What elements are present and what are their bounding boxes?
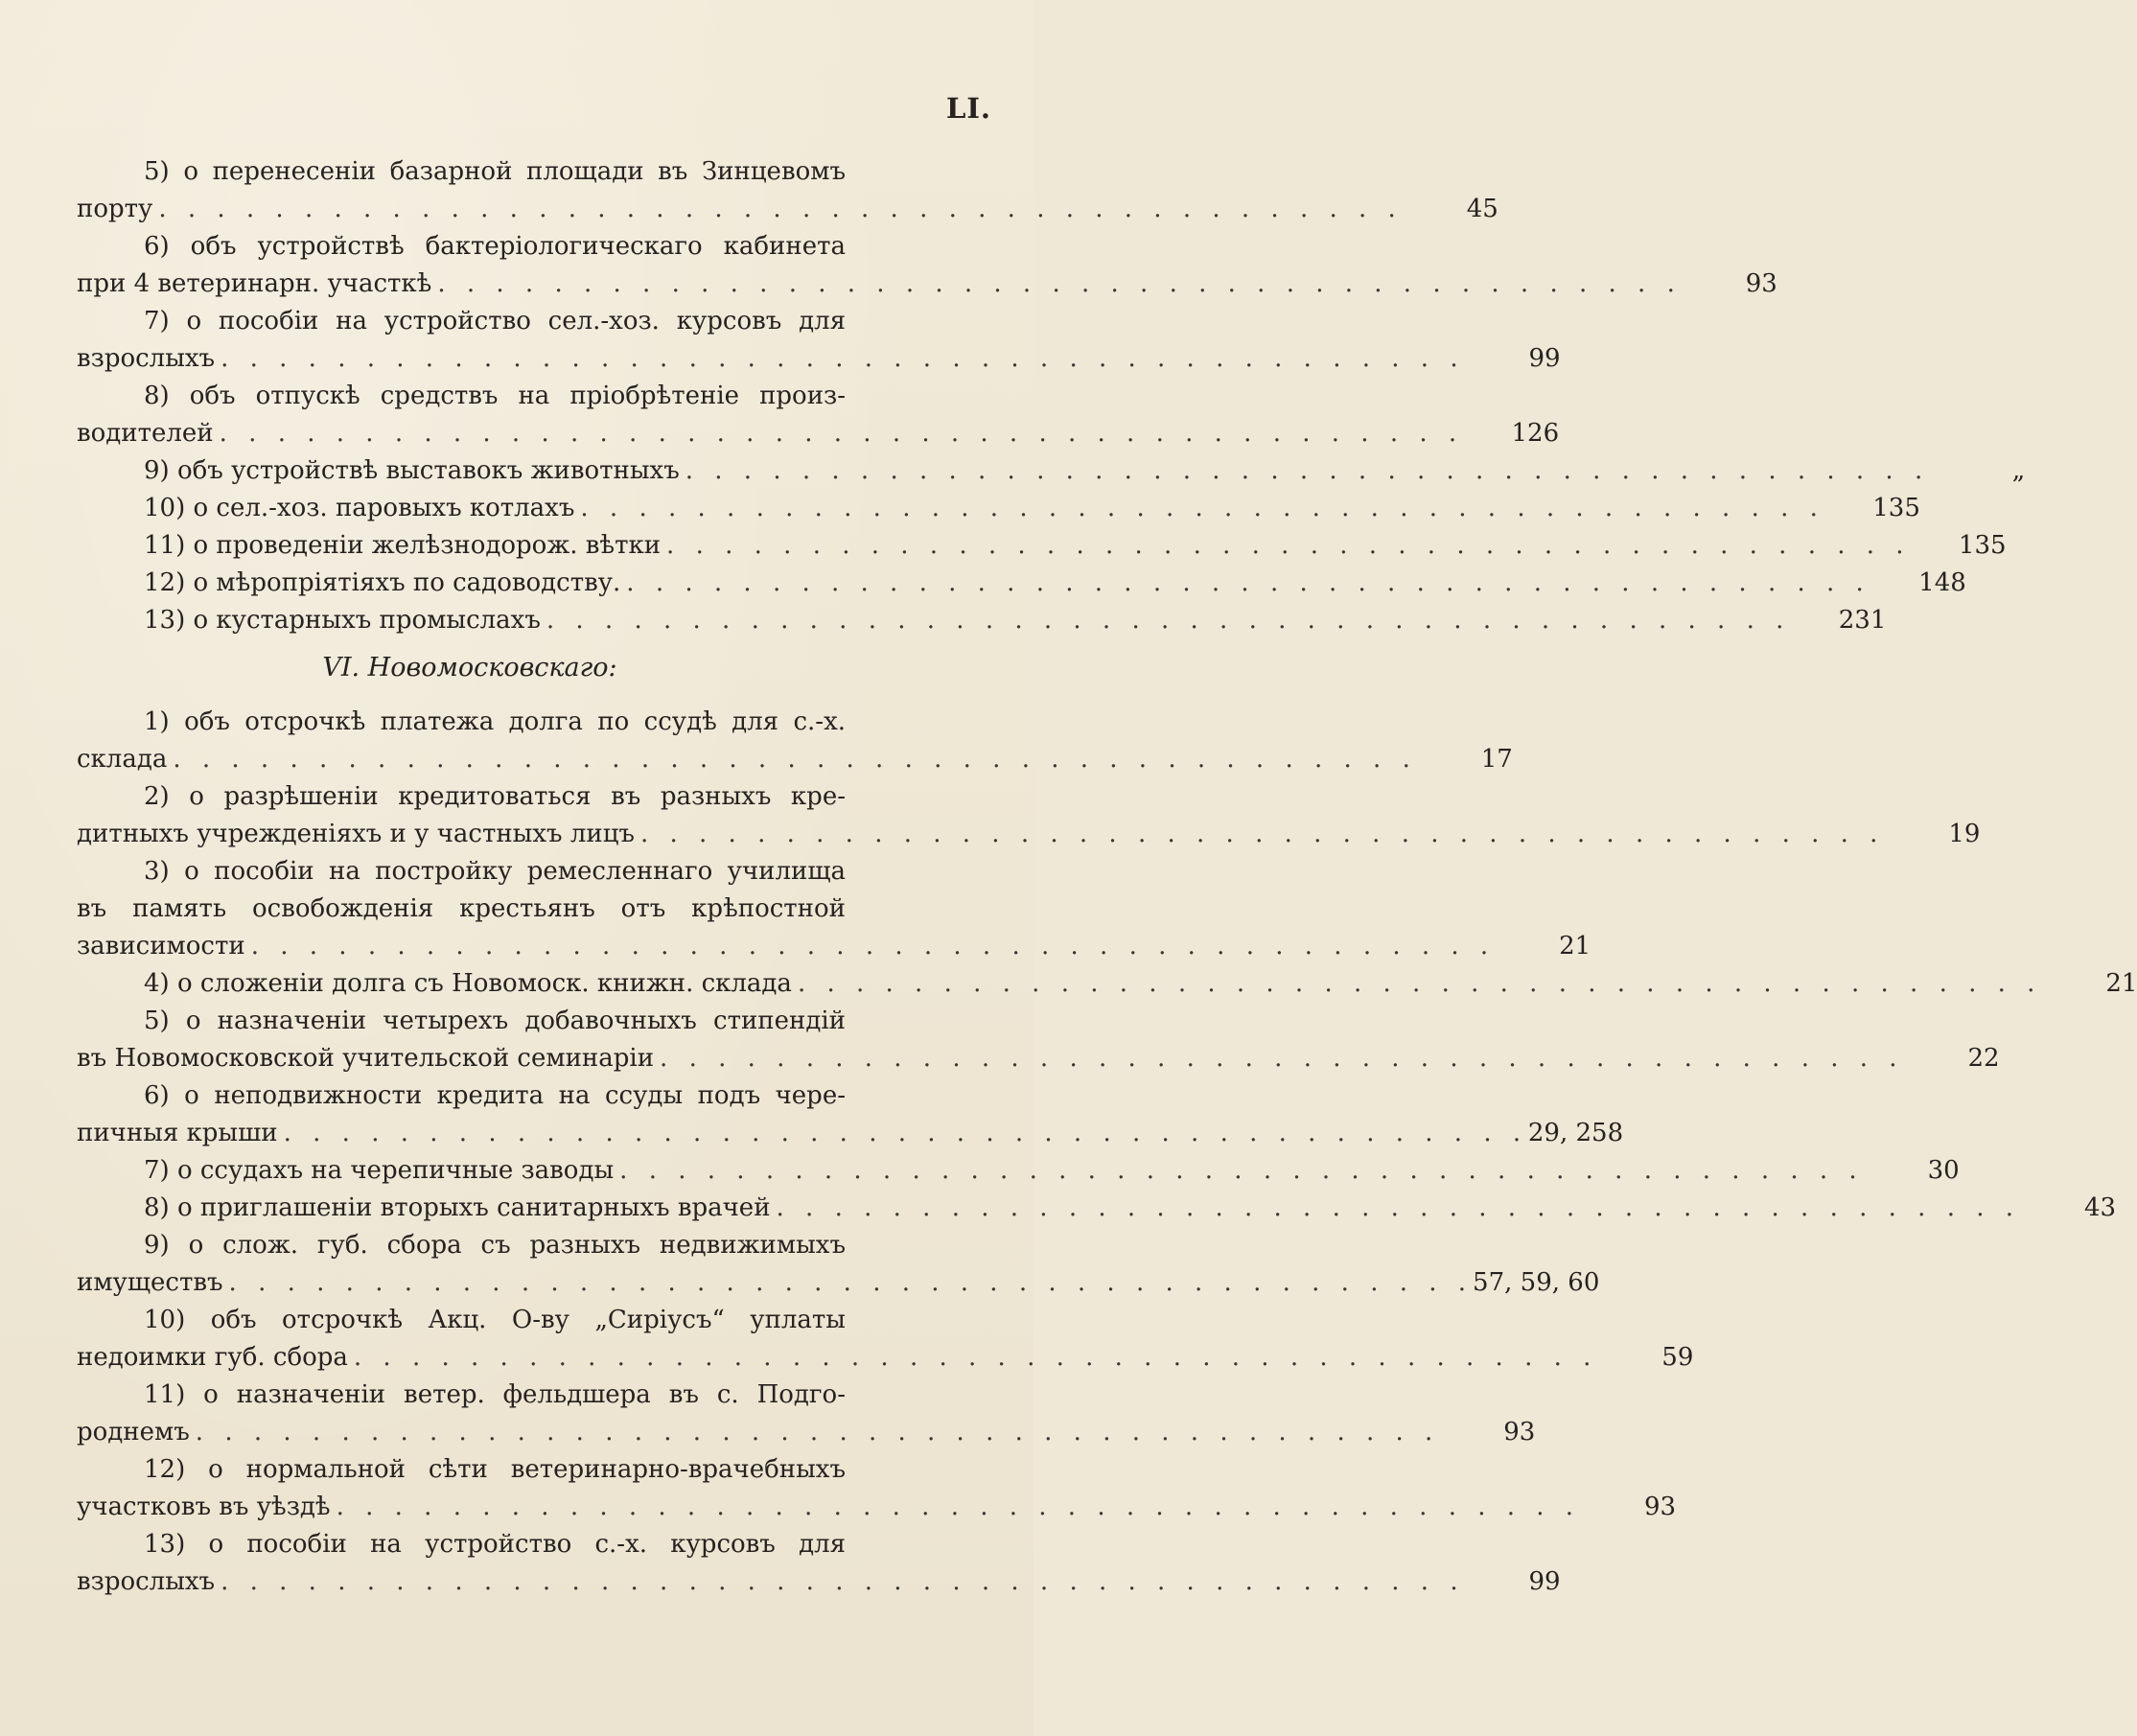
entry-text: 13) о кустарныхъ промыслахъ	[144, 606, 541, 635]
entry-text: 7) о ссудахъ на черепичные заводы	[144, 1156, 615, 1185]
index-entry	[77, 853, 1591, 965]
entry-first-line: 13) о пособіи на устройство с.-х. курсовъ для	[144, 1530, 846, 1559]
dot-leader: . . . . . . . . . . . . . . . . . . . . . . . . . . . . . . . . . . . . . . . . . . .	[797, 969, 2042, 998]
dot-leader: . . . . . . . . . . . . . . . . . . . . . . . . . . . . . . . . . . . . . . . . . . .	[626, 568, 1870, 597]
dot-leader: . . . . . . . . . . . . . . . . . . . . . . . . . . . . . . . . . . . . . . . . . . .	[685, 456, 1930, 485]
page-number: LI.	[945, 92, 991, 125]
dot-leader: . . . . . . . . . . . . . . . . . . . . . . . . . . . . . . . . . . . . . . . . . . .	[228, 1268, 1474, 1297]
entry-last-line: зависимости	[77, 932, 245, 961]
page-reference: 93	[1745, 269, 1777, 298]
page-reference: 148	[1918, 568, 1966, 597]
entry-first-line: 1) объ отсрочкѣ платежа долга по ссудѣ для с.-х.	[144, 707, 846, 736]
index-entry	[77, 965, 2137, 1003]
dot-leader: . . . . . . . . . . . . . . . . . . . . . . . . . . . . . . . . . . . . . . . . . . .	[221, 344, 1465, 373]
entry-last-line: пичныя крыши	[77, 1119, 278, 1147]
entry-first-line: 12) о нормальной сѣти ветеринарно-врачебныхъ	[144, 1455, 846, 1484]
dot-leader: . . . . . . . . . . . . . . . . . . . . . . . . . . . . . . . . . . . . . . . . . . .	[219, 419, 1464, 448]
entry-first-line: 5) о перенесеніи базарной площади въ Зинцевомъ	[144, 157, 846, 186]
entry-last-line: взрослыхъ	[77, 344, 216, 373]
index-entry	[77, 565, 1966, 602]
dot-leader: . . . . . . . . . . . . . . . . . . . . . . . . . . . . . . . . . . . . . . . . . . .	[666, 531, 1911, 560]
index-entry	[77, 602, 1887, 639]
page-reference: 29, 258	[1527, 1119, 1624, 1147]
page-reference: 21	[1559, 932, 1591, 961]
dot-leader: . . . . . . . . . . . . . . . . . . . . . . . . . . . . . . . . . . . . . . . . . . .	[336, 1493, 1581, 1521]
index-entry	[77, 1003, 2000, 1077]
entry-last-line: при 4 ветеринарн. участкѣ	[77, 269, 432, 298]
dot-leader: . . . . . . . . . . . . . . . . . . . . . . . . . . . . . . . . . . . . . . . . . . .	[660, 1044, 1904, 1073]
page-reference: 135	[1872, 494, 1920, 522]
index-entry	[77, 153, 1498, 228]
entry-first-line: 2) о разрѣшеніи кредитоваться въ разныхъ кре-	[144, 782, 846, 811]
page-reference: 43	[2083, 1193, 2117, 1222]
entry-text: 12) о мѣропріятіяхъ по садоводству.	[144, 568, 621, 597]
dot-leader: . . . . . . . . . . . . . . . . . . . . . . . . . . . . . . . . . . . . . . . . . . .	[173, 745, 1417, 774]
entry-text: 8) о приглашеніи вторыхъ санитарныхъ врачей	[144, 1193, 771, 1222]
dot-leader: . . . . . . . . . . . . . . . . . . . . . . . . . . . . . . . . . . . . . . . . . . .	[158, 195, 1403, 223]
index-entry	[77, 1451, 1677, 1526]
dot-leader: . . . . . . . . . . . . . . . . . . . . . . . . . . . . . . . . . . . . . . . . . . .	[619, 1156, 1864, 1185]
page-reference: 135	[1958, 531, 2007, 560]
entry-last-line: роднемъ	[77, 1418, 190, 1447]
entry-text: 11) о проведеніи желѣзнодорож. вѣтки	[144, 531, 662, 560]
page-reference: 59	[1661, 1343, 1694, 1372]
section-title: VI. Новомосковскаго:	[322, 653, 617, 683]
index-entry	[77, 228, 1777, 303]
index-entry	[77, 490, 1920, 527]
dot-leader: . . . . . . . . . . . . . . . . . . . . . . . . . . . . . . . . . . . . . . . . . . .	[195, 1418, 1440, 1447]
entry-last-line: склада	[77, 745, 168, 774]
index-entry	[77, 1227, 1600, 1302]
entry-last-line: водителей	[77, 419, 214, 448]
entry-middle-line: въ память освобожденія крестьянъ отъ крѣпостной	[77, 894, 846, 923]
page-reference: 126	[1511, 419, 1560, 448]
index-entry	[77, 303, 1561, 378]
entry-first-line: 6) объ устройствѣ бактеріологическаго кабинета	[144, 232, 846, 261]
page-reference: 93	[1503, 1418, 1536, 1447]
dot-leader: . . . . . . . . . . . . . . . . . . . . . . . . . . . . . . . . . . . . . . . . . . .	[437, 269, 1682, 298]
dot-leader: . . . . . . . . . . . . . . . . . . . . . . . . . . . . . . . . . . . . . . . . . . .	[546, 606, 1791, 635]
page-reference: 45	[1466, 195, 1498, 223]
entry-first-line: 10) объ отсрочкѣ Акц. О-ву „Сиріусъ“ уплаты	[144, 1306, 846, 1334]
entry-last-line: взрослыхъ	[77, 1567, 216, 1596]
entry-last-line: имуществъ	[77, 1268, 223, 1297]
page-reference: 99	[1528, 344, 1561, 373]
entry-last-line: въ Новомосковской учительской семинаріи	[77, 1044, 655, 1073]
page-reference: 22	[1967, 1044, 2000, 1073]
entry-first-line: 7) о пособіи на устройство сел.-хоз. курсовъ для	[144, 307, 846, 336]
entry-last-line: порту	[77, 195, 153, 223]
dot-leader: . . . . . . . . . . . . . . . . . . . . . . . . . . . . . . . . . . . . . . . . . . .	[580, 494, 1824, 522]
index-entry	[77, 452, 2026, 490]
page-reference: 21	[2105, 969, 2137, 998]
index-entry	[77, 704, 1513, 778]
page-reference: 99	[1528, 1567, 1561, 1596]
index-entry	[77, 1077, 1624, 1152]
index-entry	[77, 527, 2007, 565]
entry-last-line: дитныхъ учрежденіяхъ и у частныхъ лицъ	[77, 820, 635, 848]
page-reference: 93	[1643, 1493, 1677, 1521]
dot-leader: . . . . . . . . . . . . . . . . . . . . . . . . . . . . . . . . . . . . . . . . . . .	[639, 820, 1885, 848]
page-reference: 19	[1948, 820, 1981, 848]
entry-first-line: 3) о пособіи на постройку ремесленнаго училища	[144, 857, 846, 886]
page-reference: 231	[1838, 606, 1887, 635]
page-reference: 17	[1480, 745, 1513, 774]
index-entries	[77, 153, 2137, 1601]
index-entry	[77, 378, 1560, 452]
entry-first-line: 8) объ отпускѣ средствъ на пріобрѣтеніе произ-	[144, 382, 846, 410]
dot-leader: . . . . . . . . . . . . . . . . . . . . . . . . . . . . . . . . . . . . . . . . . . .	[776, 1193, 2021, 1222]
index-entry	[77, 1152, 1960, 1190]
index-entry	[77, 1526, 1561, 1601]
page-reference: „	[2011, 456, 2026, 485]
index-entry	[77, 1302, 1694, 1377]
entry-first-line: 5) о назначеніи четырехъ добавочныхъ стипендій	[144, 1007, 846, 1035]
entry-text: 9) объ устройствѣ выставокъ животныхъ	[144, 456, 680, 485]
entry-first-line: 9) о слож. губ. сбора съ разныхъ недвижимыхъ	[144, 1231, 846, 1260]
entry-text: 4) о сложеніи долга съ Новомоск. книжн. склада	[144, 969, 792, 998]
entry-last-line: участковъ въ уѣздѣ	[77, 1493, 331, 1521]
entry-first-line: 6) о неподвижности кредита на ссуды подъ чере-	[144, 1081, 846, 1110]
entry-text: 10) о сел.-хоз. паровыхъ котлахъ	[144, 494, 575, 522]
index-entry	[77, 1377, 1536, 1451]
index-entry	[77, 778, 1981, 853]
page-reference: 30	[1927, 1156, 1960, 1185]
index-entry	[77, 1190, 2117, 1227]
dot-leader: . . . . . . . . . . . . . . . . . . . . . . . . . . . . . . . . . . . . . . . . . . .	[250, 932, 1496, 961]
dot-leader: . . . . . . . . . . . . . . . . . . . . . . . . . . . . . . . . . . . . . . . . . . .	[283, 1119, 1528, 1147]
page-reference: 57, 59, 60	[1473, 1268, 1600, 1297]
entry-first-line: 11) о назначеніи ветер. фельдшера въ с. Подго-	[144, 1380, 846, 1409]
entry-last-line: недоимки губ. сбора	[77, 1343, 348, 1372]
dot-leader: . . . . . . . . . . . . . . . . . . . . . . . . . . . . . . . . . . . . . . . . . . .	[221, 1567, 1465, 1596]
dot-leader: . . . . . . . . . . . . . . . . . . . . . . . . . . . . . . . . . . . . . . . . . . .	[353, 1343, 1598, 1372]
